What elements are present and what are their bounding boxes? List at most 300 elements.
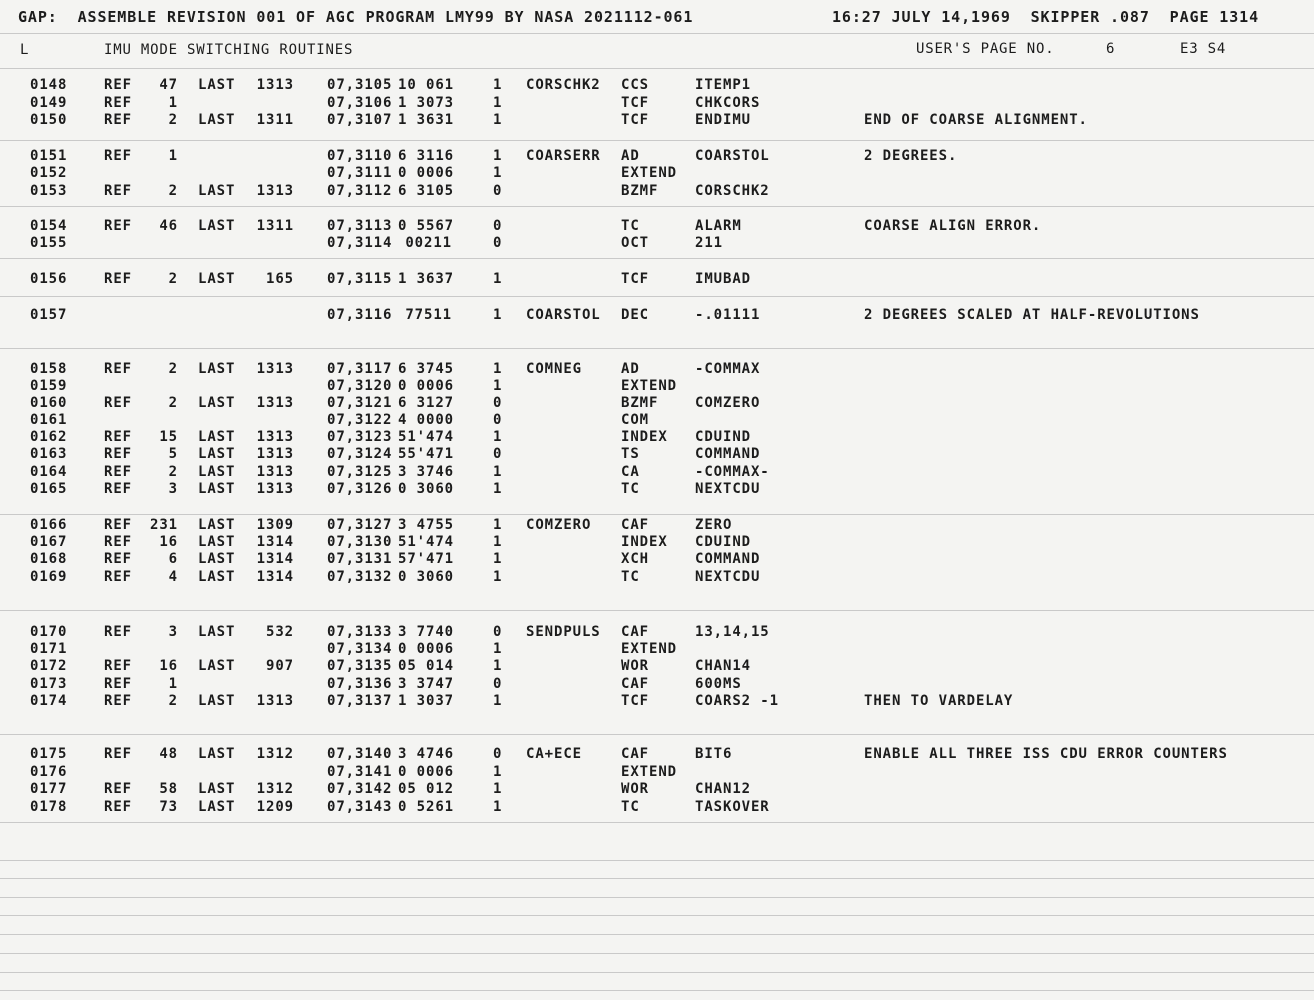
line-number: 0152 xyxy=(30,165,68,181)
rule-line xyxy=(0,878,1314,879)
last-label: LAST xyxy=(198,112,236,128)
listing-row xyxy=(0,411,1314,429)
ref-count: 2 xyxy=(168,183,178,199)
ref-label: REF xyxy=(104,183,132,199)
opcode: TS xyxy=(621,446,640,462)
opcode: CAF xyxy=(621,517,649,533)
operand: COMZERO xyxy=(695,395,761,411)
address: 07,3115 xyxy=(327,271,393,287)
line-number: 0172 xyxy=(30,658,68,674)
rule-line xyxy=(0,972,1314,973)
address: 07,3111 xyxy=(327,165,393,181)
symbol-label: COMNEG xyxy=(526,361,582,377)
address: 07,3112 xyxy=(327,183,393,199)
octal-word: 0 0006 xyxy=(398,764,454,780)
line-number: 0151 xyxy=(30,148,68,164)
parity-bit: 0 xyxy=(493,412,503,428)
opcode: TCF xyxy=(621,693,649,709)
octal-word: 6 3105 xyxy=(398,183,454,199)
parity-bit: 1 xyxy=(493,464,503,480)
address: 07,3121 xyxy=(327,395,393,411)
listing-row xyxy=(0,111,1314,129)
symbol-label: COARSERR xyxy=(526,148,601,164)
address: 07,3116 xyxy=(327,307,393,323)
ref-label: REF xyxy=(104,148,132,164)
opcode: WOR xyxy=(621,781,649,797)
symbol-label: COMZERO xyxy=(526,517,592,533)
operand: COARSTOL xyxy=(695,148,770,164)
listing-row xyxy=(0,394,1314,412)
octal-word: 51'474 xyxy=(398,534,454,550)
listing-row xyxy=(0,463,1314,481)
last-label: LAST xyxy=(198,534,236,550)
line-number: 0150 xyxy=(30,112,68,128)
listing-row xyxy=(0,675,1314,693)
parity-bit: 1 xyxy=(493,799,503,815)
operand: COMMAND xyxy=(695,446,761,462)
parity-bit: 1 xyxy=(493,361,503,377)
opcode: EXTEND xyxy=(621,378,677,394)
octal-word: 6 3116 xyxy=(398,148,454,164)
ref-count: 58 xyxy=(159,781,178,797)
last-label: LAST xyxy=(198,746,236,762)
last-page: 1313 xyxy=(256,429,294,445)
ref-label: REF xyxy=(104,658,132,674)
last-label: LAST xyxy=(198,517,236,533)
operand: ZERO xyxy=(695,517,733,533)
opcode: TC xyxy=(621,569,640,585)
listing-row xyxy=(0,270,1314,288)
parity-bit: 0 xyxy=(493,395,503,411)
last-page: 1313 xyxy=(256,693,294,709)
ref-label: REF xyxy=(104,517,132,533)
octal-word: 0 3060 xyxy=(398,569,454,585)
opcode: EXTEND xyxy=(621,641,677,657)
listing-row xyxy=(0,623,1314,641)
opcode: AD xyxy=(621,361,640,377)
last-page: 1313 xyxy=(256,77,294,93)
last-page: 1314 xyxy=(256,569,294,585)
operand: TASKOVER xyxy=(695,799,770,815)
symbol-label: SENDPULS xyxy=(526,624,601,640)
parity-bit: 1 xyxy=(493,551,503,567)
ref-count: 4 xyxy=(168,569,178,585)
ref-label: REF xyxy=(104,361,132,377)
last-page: 1313 xyxy=(256,481,294,497)
line-number: 0167 xyxy=(30,534,68,550)
last-label: LAST xyxy=(198,569,236,585)
operand: CORSCHK2 xyxy=(695,183,770,199)
comment: 2 DEGREES. xyxy=(864,148,958,164)
rule-line xyxy=(0,734,1314,735)
operand: CDUIND xyxy=(695,534,751,550)
operand: ITEMP1 xyxy=(695,77,751,93)
last-label: LAST xyxy=(198,624,236,640)
opcode: TCF xyxy=(621,112,649,128)
rule-line xyxy=(0,68,1314,69)
opcode: OCT xyxy=(621,235,649,251)
ref-label: REF xyxy=(104,464,132,480)
line-number: 0159 xyxy=(30,378,68,394)
last-page: 1311 xyxy=(256,218,294,234)
operand: CHAN12 xyxy=(695,781,751,797)
ref-label: REF xyxy=(104,534,132,550)
opcode: TCF xyxy=(621,271,649,287)
parity-bit: 1 xyxy=(493,781,503,797)
address: 07,3126 xyxy=(327,481,393,497)
last-label: LAST xyxy=(198,218,236,234)
opcode: CAF xyxy=(621,746,649,762)
address: 07,3110 xyxy=(327,148,393,164)
last-label: LAST xyxy=(198,446,236,462)
rule-line xyxy=(0,33,1314,34)
listing-row xyxy=(0,147,1314,165)
octal-word: 1 3637 xyxy=(398,271,454,287)
parity-bit: 1 xyxy=(493,77,503,93)
page-code: E3 S4 xyxy=(1180,41,1227,57)
opcode: CA xyxy=(621,464,640,480)
last-page: 1312 xyxy=(256,746,294,762)
line-number: 0153 xyxy=(30,183,68,199)
ref-count: 16 xyxy=(159,658,178,674)
ref-count: 48 xyxy=(159,746,178,762)
user-page-label: USER'S PAGE NO. xyxy=(916,41,1055,57)
parity-bit: 0 xyxy=(493,676,503,692)
octal-word: 3 7740 xyxy=(398,624,454,640)
ref-label: REF xyxy=(104,781,132,797)
operand: NEXTCDU xyxy=(695,569,761,585)
octal-word: 0 5567 xyxy=(398,218,454,234)
line-number: 0174 xyxy=(30,693,68,709)
octal-word: 0 0006 xyxy=(398,641,454,657)
rule-line xyxy=(0,822,1314,823)
operand: 13,14,15 xyxy=(695,624,770,640)
listing-row xyxy=(0,306,1314,324)
ref-label: REF xyxy=(104,429,132,445)
ref-count: 46 xyxy=(159,218,178,234)
listing-row xyxy=(0,94,1314,112)
parity-bit: 0 xyxy=(493,183,503,199)
rule-line xyxy=(0,296,1314,297)
comment: ENABLE ALL THREE ISS CDU ERROR COUNTERS xyxy=(864,746,1228,762)
listing-row xyxy=(0,480,1314,498)
line-number: 0149 xyxy=(30,95,68,111)
listing-row xyxy=(0,360,1314,378)
octal-word: 3 3746 xyxy=(398,464,454,480)
line-number: 0160 xyxy=(30,395,68,411)
line-number: 0168 xyxy=(30,551,68,567)
parity-bit: 1 xyxy=(493,429,503,445)
octal-word: 57'471 xyxy=(398,551,454,567)
rule-line xyxy=(0,953,1314,954)
last-label: LAST xyxy=(198,77,236,93)
opcode: INDEX xyxy=(621,534,668,550)
parity-bit: 1 xyxy=(493,165,503,181)
listing-row xyxy=(0,657,1314,675)
rule-line xyxy=(0,206,1314,207)
last-page: 1311 xyxy=(256,112,294,128)
last-page: 532 xyxy=(266,624,294,640)
symbol-label: COARSTOL xyxy=(526,307,601,323)
line-number: 0162 xyxy=(30,429,68,445)
ref-count: 2 xyxy=(168,693,178,709)
octal-word: 6 3127 xyxy=(398,395,454,411)
address: 07,3136 xyxy=(327,676,393,692)
listing-row xyxy=(0,692,1314,710)
listing-row xyxy=(0,780,1314,798)
ref-label: REF xyxy=(104,746,132,762)
parity-bit: 1 xyxy=(493,307,503,323)
opcode: XCH xyxy=(621,551,649,567)
operand: CHAN14 xyxy=(695,658,751,674)
listing-row xyxy=(0,76,1314,94)
octal-word: 0 5261 xyxy=(398,799,454,815)
ref-label: REF xyxy=(104,693,132,709)
last-page: 1209 xyxy=(256,799,294,815)
last-page: 1313 xyxy=(256,464,294,480)
listing-row xyxy=(0,445,1314,463)
rule-line xyxy=(0,897,1314,898)
octal-word: 05 012 xyxy=(398,781,454,797)
ref-count: 1 xyxy=(168,148,178,164)
opcode: BZMF xyxy=(621,395,659,411)
listing-row xyxy=(0,182,1314,200)
opcode: EXTEND xyxy=(621,165,677,181)
ref-label: REF xyxy=(104,395,132,411)
ref-count: 73 xyxy=(159,799,178,815)
rule-line xyxy=(0,610,1314,611)
comment: THEN TO VARDELAY xyxy=(864,693,1014,709)
listing-row xyxy=(0,234,1314,252)
ref-count: 1 xyxy=(168,676,178,692)
parity-bit: 0 xyxy=(493,446,503,462)
address: 07,3114 xyxy=(327,235,393,251)
ref-count: 3 xyxy=(168,481,178,497)
rule-line xyxy=(0,140,1314,141)
parity-bit: 1 xyxy=(493,569,503,585)
listing-row xyxy=(0,550,1314,568)
ref-label: REF xyxy=(104,551,132,567)
line-number: 0177 xyxy=(30,781,68,797)
listing-row xyxy=(0,798,1314,816)
parity-bit: 0 xyxy=(493,218,503,234)
address: 07,3142 xyxy=(327,781,393,797)
address: 07,3113 xyxy=(327,218,393,234)
parity-bit: 1 xyxy=(493,693,503,709)
octal-word: 6 3745 xyxy=(398,361,454,377)
ref-count: 2 xyxy=(168,271,178,287)
parity-bit: 1 xyxy=(493,112,503,128)
line-number: 0155 xyxy=(30,235,68,251)
listing-row xyxy=(0,640,1314,658)
line-number: 0169 xyxy=(30,569,68,585)
ref-count: 16 xyxy=(159,534,178,550)
parity-bit: 0 xyxy=(493,235,503,251)
rule-line xyxy=(0,934,1314,935)
last-page: 1313 xyxy=(256,183,294,199)
octal-word: 77511 xyxy=(405,307,452,323)
listing-flag: L xyxy=(20,42,30,58)
opcode: AD xyxy=(621,148,640,164)
line-number: 0148 xyxy=(30,77,68,93)
opcode: TCF xyxy=(621,95,649,111)
parity-bit: 1 xyxy=(493,271,503,287)
opcode: TC xyxy=(621,481,640,497)
line-number: 0175 xyxy=(30,746,68,762)
address: 07,3135 xyxy=(327,658,393,674)
ref-label: REF xyxy=(104,569,132,585)
last-page: 1314 xyxy=(256,534,294,550)
operand: ENDIMU xyxy=(695,112,751,128)
last-label: LAST xyxy=(198,429,236,445)
octal-word: 0 3060 xyxy=(398,481,454,497)
parity-bit: 1 xyxy=(493,517,503,533)
octal-word: 3 3747 xyxy=(398,676,454,692)
ref-count: 6 xyxy=(168,551,178,567)
address: 07,3107 xyxy=(327,112,393,128)
section-title: IMU MODE SWITCHING ROUTINES xyxy=(104,42,354,58)
octal-word: 0 0006 xyxy=(398,165,454,181)
last-page: 907 xyxy=(266,658,294,674)
line-number: 0157 xyxy=(30,307,68,323)
listing-row xyxy=(0,763,1314,781)
comment: 2 DEGREES SCALED AT HALF-REVOLUTIONS xyxy=(864,307,1200,323)
listing-row xyxy=(0,568,1314,586)
address: 07,3120 xyxy=(327,378,393,394)
rule-line xyxy=(0,258,1314,259)
last-label: LAST xyxy=(198,481,236,497)
line-number: 0170 xyxy=(30,624,68,640)
ref-count: 15 xyxy=(159,429,178,445)
address: 07,3127 xyxy=(327,517,393,533)
listing-row xyxy=(0,428,1314,446)
octal-word: 05 014 xyxy=(398,658,454,674)
comment: COARSE ALIGN ERROR. xyxy=(864,218,1042,234)
last-page: 1312 xyxy=(256,781,294,797)
opcode: CAF xyxy=(621,624,649,640)
last-label: LAST xyxy=(198,464,236,480)
octal-word: 3 4755 xyxy=(398,517,454,533)
address: 07,3134 xyxy=(327,641,393,657)
line-number: 0158 xyxy=(30,361,68,377)
symbol-label: CORSCHK2 xyxy=(526,77,601,93)
comment: END OF COARSE ALIGNMENT. xyxy=(864,112,1088,128)
opcode: CAF xyxy=(621,676,649,692)
parity-bit: 1 xyxy=(493,148,503,164)
rule-line xyxy=(0,860,1314,861)
last-page: 165 xyxy=(266,271,294,287)
ref-count: 47 xyxy=(159,77,178,93)
ref-label: REF xyxy=(104,112,132,128)
operand: IMUBAD xyxy=(695,271,751,287)
parity-bit: 1 xyxy=(493,764,503,780)
line-number: 0166 xyxy=(30,517,68,533)
last-label: LAST xyxy=(198,781,236,797)
listing-row xyxy=(0,217,1314,235)
ref-count: 2 xyxy=(168,361,178,377)
last-label: LAST xyxy=(198,271,236,287)
opcode: TC xyxy=(621,799,640,815)
line-number: 0165 xyxy=(30,481,68,497)
listing-row xyxy=(0,533,1314,551)
ref-label: REF xyxy=(104,624,132,640)
listing-row xyxy=(0,377,1314,395)
operand: COMMAND xyxy=(695,551,761,567)
octal-word: 1 3631 xyxy=(398,112,454,128)
user-page-number: 6 xyxy=(1106,41,1116,57)
ref-label: REF xyxy=(104,446,132,462)
line-number: 0171 xyxy=(30,641,68,657)
rule-line xyxy=(0,915,1314,916)
opcode: BZMF xyxy=(621,183,659,199)
listing-row xyxy=(0,164,1314,182)
listing-row xyxy=(0,516,1314,534)
operand: -COMMAX xyxy=(695,361,761,377)
parity-bit: 0 xyxy=(493,746,503,762)
address: 07,3132 xyxy=(327,569,393,585)
ref-label: REF xyxy=(104,676,132,692)
address: 07,3131 xyxy=(327,551,393,567)
octal-word: 4 0000 xyxy=(398,412,454,428)
last-page: 1314 xyxy=(256,551,294,567)
opcode: DEC xyxy=(621,307,649,323)
line-number: 0161 xyxy=(30,412,68,428)
address: 07,3105 xyxy=(327,77,393,93)
ref-count: 2 xyxy=(168,464,178,480)
line-number: 0154 xyxy=(30,218,68,234)
ref-label: REF xyxy=(104,481,132,497)
assembly-header: GAP: ASSEMBLE REVISION 001 OF AGC PROGRAM LMY99 BY NASA 2021112-061 xyxy=(18,8,694,26)
address: 07,3117 xyxy=(327,361,393,377)
operand: BIT6 xyxy=(695,746,733,762)
operand: 211 xyxy=(695,235,723,251)
ref-label: REF xyxy=(104,799,132,815)
parity-bit: 1 xyxy=(493,641,503,657)
last-label: LAST xyxy=(198,395,236,411)
opcode: WOR xyxy=(621,658,649,674)
octal-word: 55'471 xyxy=(398,446,454,462)
last-label: LAST xyxy=(198,799,236,815)
parity-bit: 1 xyxy=(493,378,503,394)
address: 07,3130 xyxy=(327,534,393,550)
ref-label: REF xyxy=(104,77,132,93)
parity-bit: 1 xyxy=(493,534,503,550)
address: 07,3122 xyxy=(327,412,393,428)
rule-line xyxy=(0,514,1314,515)
ref-count: 1 xyxy=(168,95,178,111)
opcode: INDEX xyxy=(621,429,668,445)
last-page: 1313 xyxy=(256,395,294,411)
address: 07,3140 xyxy=(327,746,393,762)
operand: CHKCORS xyxy=(695,95,761,111)
last-label: LAST xyxy=(198,658,236,674)
octal-word: 51'474 xyxy=(398,429,454,445)
line-number: 0156 xyxy=(30,271,68,287)
last-page: 1309 xyxy=(256,517,294,533)
ref-count: 2 xyxy=(168,395,178,411)
last-page: 1313 xyxy=(256,361,294,377)
listing-row xyxy=(0,745,1314,763)
operand: COARS2 -1 xyxy=(695,693,779,709)
address: 07,3143 xyxy=(327,799,393,815)
last-label: LAST xyxy=(198,183,236,199)
ref-count: 231 xyxy=(150,517,178,533)
parity-bit: 0 xyxy=(493,624,503,640)
parity-bit: 1 xyxy=(493,481,503,497)
symbol-label: CA+ECE xyxy=(526,746,582,762)
address: 07,3141 xyxy=(327,764,393,780)
last-label: LAST xyxy=(198,361,236,377)
